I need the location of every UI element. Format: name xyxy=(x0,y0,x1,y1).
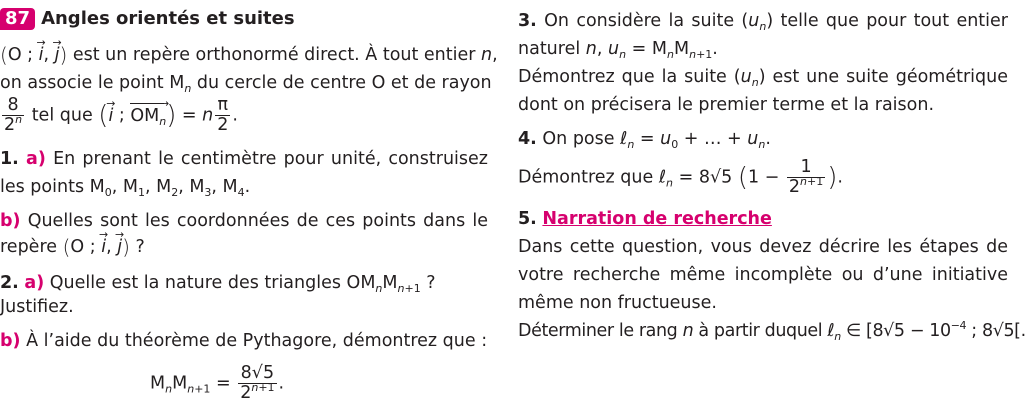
question-2b: b) À l’aide du théorème de Pythagore, démontrez que : xyxy=(0,331,488,351)
question-5-line-4: Déterminer le rang n à partir duquel ℓ$_n$ ∈ [$8√5 - 10^{-4}$ ; 8√5[. xyxy=(518,319,1026,343)
question-5-heading: 5. Narration de recherche xyxy=(518,209,772,229)
narration-title: Narration de recherche xyxy=(542,209,772,229)
question-3: 3. On considère la suite $(u_n)$ telle que pour tout entier xyxy=(518,11,1008,33)
question-2a: 2. a) Quelle est la nature des triangles $OM_nM_{n+1}$ ? xyxy=(0,273,436,295)
question-5-line-1: Dans cette question, vous devez décrire les étapes de xyxy=(518,237,1008,257)
question-1b: b) Quelles sont les coordonnées de ces points dans le xyxy=(0,211,488,231)
question-3-line-4: dont on précisera le premier terme et la raison. xyxy=(518,95,935,115)
exercise-heading xyxy=(0,8,295,30)
exercise-title: Angles orientés et suites xyxy=(41,8,295,29)
formula-mn-mn1: $M_nM_{n+1}$ = $\frac{8√5}{2^{n+1}}$ . xyxy=(150,363,285,403)
intro-line-1: (O ; → i, → j) est un repère orthonormé direct. À tout entier n, xyxy=(0,44,488,66)
question-3-line-3: Démontrez que la suite $(u_n)$ est une suite géométrique xyxy=(518,67,1008,89)
question-4: 4. On pose ℓ$_n$ = $u_0$ + … + $u_n$. xyxy=(518,129,771,151)
question-4-line-2: Démontrez que ℓ$_n$ = 8√5 (1 − $\frac{1}{2^{n+1}}$ ). xyxy=(518,157,843,197)
intro-line-2: on associe le point $M_n$ du cercle de centre O et de rayon xyxy=(0,73,492,95)
question-2a-justify: Justifiez. xyxy=(0,297,74,317)
question-1a-points: les points $M_0$, $M_1$, $M_2$, $M_3$, $M_4$. xyxy=(0,177,251,199)
exercise-number-badge: 87 xyxy=(0,8,35,30)
question-5-line-2: votre recherche même incomplète ou d’une initiative xyxy=(518,265,1008,285)
question-1b-repere: repère (O ; → i, → j) ? xyxy=(0,236,145,258)
intro-line-3: $\frac{8}{2^n}$ tel que (→ i ; $OM_n$ →) = n $\frac{\pi}{2}$ . xyxy=(0,96,238,135)
question-1a: 1. a) En prenant le centimètre pour unité, construisez xyxy=(0,149,488,169)
question-3-line-2: naturel n, $u_n = M_nM_{n+1}$. xyxy=(518,39,718,61)
question-5-line-3: même non fructueuse. xyxy=(518,293,717,313)
